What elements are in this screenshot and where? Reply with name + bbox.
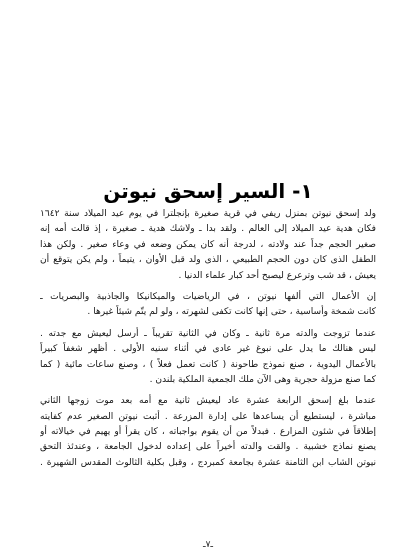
text-line: يصنع نماذج خشبية . والقت والدته أخيراً على إعداده لدخول الجامعة ، وعندئذ التحق — [40, 442, 376, 453]
text-line: نيوتن الشاب ابن الثامنة عشرة بجامعة كمبردج ، وقبل بكلية الثالوث المقدس الشهيرة . — [40, 457, 376, 468]
text-line: يعيش ، قد شب وترعرع ليصبح أحد كبار علماء الدنيا . — [178, 270, 376, 281]
chapter-body — [40, 207, 376, 477]
text-line: إن الأعمال التي ألفها نيوتن ، في الرياضيات والميكانيكا والجاذبية والبصريات ـ — [40, 291, 376, 302]
chapter-title: ١- السير إسحق نيوتن — [103, 179, 313, 204]
paragraph-1 — [40, 207, 376, 284]
text-line: مباشرة ، ليستطيع أن يساعدها على إدارة المزرعة . أثبت نيوتن الصغير عدم كفايته — [40, 411, 376, 422]
paragraph-2 — [40, 290, 376, 321]
paragraph-3 — [40, 327, 376, 389]
text-line: صغير الحجم جداً عند ولادته ، لدرجة أنه كان يمكن وضعه في وعاء صغير . ولكن هذا — [40, 239, 376, 250]
text-line: عندما تزوجت والدته مرة ثانية ـ وكان في الثانية تقريباً ـ أرسل ليعيش مع جدته . — [40, 328, 376, 339]
page-number: ـ٧ـ — [202, 540, 214, 550]
text-line: إطلاقاً في شئون المزارع . فبدلاً من أن يقوم بواجباته ، كان يقرأ أو يهيم في خيالاته أو — [40, 427, 376, 438]
text-line: كما صنع مزولة حجرية وهى الآن ملك الجمعية الملكية بلندن . — [149, 374, 376, 385]
text-line: ليس هنالك ما يدل على نبوغ غير عادى في أثناء سنيه الأولى . أظهر شغفاً كبيراً — [40, 344, 376, 355]
text-line: كانت شمخة وأساسية ، حتى إنها كانت تكفى لشهرته ، ولو لم يتّم شيئاً غيرها . — [87, 307, 376, 318]
text-line: فكان هدية عيد الميلاد إلى العالم . ولقد بدا ـ ولاشك هدية ـ صغيرة ، إذ قالت أمه إنه — [40, 224, 376, 235]
text-line: ولد إسحق نيوتن بمنزل ريفي في قرية صغيرة بإنجلترا في يوم عيد الميلاد سنة ١٦٤٢ — [40, 209, 376, 219]
paragraph-4 — [40, 394, 376, 471]
text-line: بالأعمال اليدوية ، صنع نموذج طاحونة ( كانت تعمل فعلاً ) ، وصنع ساعات مائية ( كما — [40, 359, 376, 370]
text-line: عندما بلغ إسحق الرابعة عشرة عاد ليعيش ثانية مع أمه بعد موت زوجها الثاني — [40, 396, 376, 407]
text-line: الطفل الذى كان دون الحجم الطبيعي ، الذى ولد قبل الأوان ، يتيماً ، ولم يكن يتوقع أن — [40, 255, 376, 266]
